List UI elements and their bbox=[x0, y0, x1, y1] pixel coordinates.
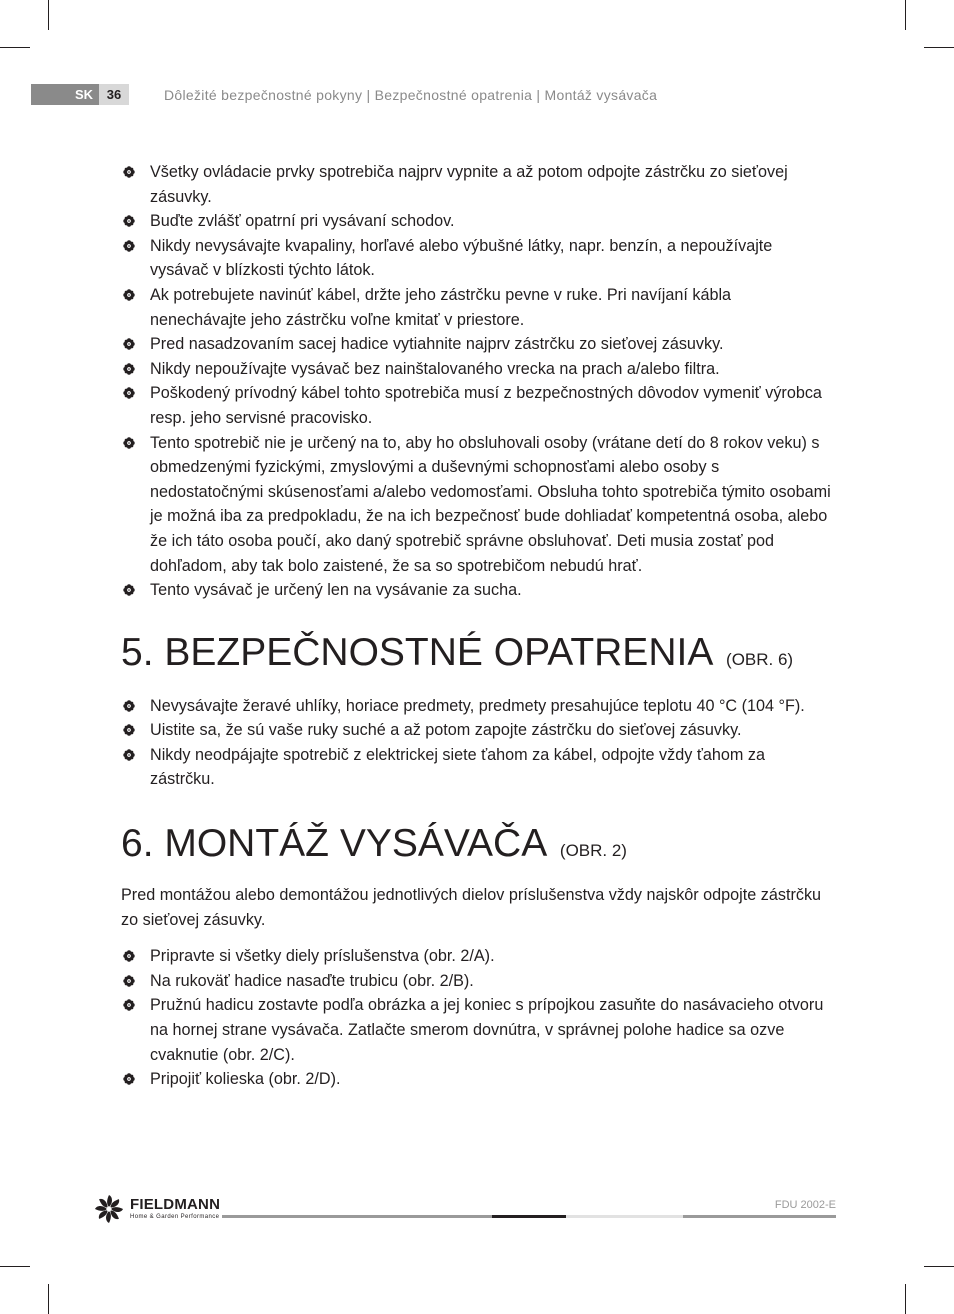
flower-bullet-icon bbox=[123, 999, 135, 1011]
list-item bbox=[121, 694, 831, 719]
flower-bullet-icon bbox=[123, 289, 135, 301]
list-item bbox=[121, 160, 831, 209]
footer-rule bbox=[492, 1215, 566, 1218]
footer-rule bbox=[566, 1215, 683, 1218]
flower-bullet-icon bbox=[123, 363, 135, 375]
list-item bbox=[121, 993, 831, 1067]
crop-mark bbox=[48, 0, 49, 30]
brand-name: FIELDMANN bbox=[130, 1196, 221, 1213]
section-6-intro: Pred montážou alebo demontážou jednotlivých dielov príslušenstva vždy najskôr odpojte zástrčku zo sieťovej zásuvky. bbox=[121, 886, 822, 929]
page-number: 36 bbox=[99, 84, 129, 105]
crop-mark bbox=[48, 1284, 49, 1314]
crop-mark bbox=[0, 1266, 30, 1267]
list-item-text: Nikdy nepoužívajte vysávač bez nainštalovaného vrecka na prach a/alebo filtra. bbox=[150, 359, 720, 378]
list-item-text: Tento vysávač je určený len na vysávanie za sucha. bbox=[150, 581, 522, 600]
list-item bbox=[121, 578, 831, 603]
list-item-text: Pred nasadzovaním sacej hadice vytiahnite najprv zástrčku zo sieťovej zásuvky. bbox=[150, 335, 724, 354]
flower-bullet-icon bbox=[123, 240, 135, 252]
list-item-text: Pripojiť kolieska (obr. 2/D). bbox=[150, 1070, 341, 1089]
section-5-title: 5. BEZPEČNOSTNÉ OPATRENIA bbox=[121, 630, 712, 674]
list-item bbox=[121, 234, 831, 283]
list-item bbox=[121, 1067, 831, 1092]
flower-bullet-icon bbox=[123, 724, 135, 736]
flower-bullet-icon bbox=[123, 975, 135, 987]
language-badge: SK bbox=[31, 84, 99, 105]
fieldmann-fan-logo-icon bbox=[94, 1194, 124, 1224]
running-title: Dôležité bezpečnostné pokyny | Bezpečnostné opatrenia | Montáž vysávača bbox=[164, 86, 658, 103]
crop-mark bbox=[924, 47, 954, 48]
list-item-text: Nikdy neodpájajte spotrebič z elektrickej siete ťahom za kábel, odpojte vždy ťahom za zástrčku. bbox=[150, 745, 765, 789]
list-item bbox=[121, 944, 831, 969]
list-item-text: Nikdy nevysávajte kvapaliny, horľavé alebo výbušné látky, napr. benzín, a nepoužívajte vysávač v blízkosti týchto látok. bbox=[150, 236, 773, 280]
list-item-text: Buďte zvlášť opatrní pri vysávaní schodov. bbox=[150, 212, 455, 231]
crop-mark bbox=[905, 1284, 906, 1314]
model-number: FDU 2002-E bbox=[774, 1199, 836, 1211]
section-5-heading bbox=[121, 631, 831, 682]
section-6-title: 6. MONTÁŽ VYSÁVAČA bbox=[121, 822, 546, 866]
section-6-list bbox=[121, 944, 831, 1092]
list-item-text: Poškodený prívodný kábel tohto spotrebiča musí z bezpečnostných dôvodov vymeniť výrobca resp. jeho servisné pracovisko. bbox=[150, 384, 822, 427]
footer-rule bbox=[683, 1215, 836, 1218]
list-item bbox=[121, 332, 831, 357]
crop-mark bbox=[0, 47, 30, 48]
safety-list bbox=[121, 160, 831, 603]
crop-mark bbox=[924, 1266, 954, 1267]
list-item bbox=[121, 431, 831, 579]
flower-bullet-icon bbox=[123, 387, 135, 399]
list-item bbox=[121, 209, 831, 234]
flower-bullet-icon bbox=[123, 338, 135, 350]
list-item bbox=[121, 718, 831, 743]
list-item-text: Pružnú hadicu zostavte podľa obrázka a jej koniec s prípojkou zasuňte do nasávacieho otvoru na hornej strane vysávača. Zatlačte smerom dovnútra, v správnej polohe hadice sa ozve cvaknutie (obr. 2/C). bbox=[150, 996, 824, 1064]
flower-bullet-icon bbox=[123, 437, 135, 449]
list-item-text: Pripravte si všetky diely príslušenstva (obr. 2/A). bbox=[150, 947, 495, 966]
section-5-figure-ref: (OBR. 6) bbox=[726, 649, 794, 669]
section-6-figure-ref: (OBR. 2) bbox=[559, 841, 627, 861]
list-item-text: Ak potrebujete navinúť kábel, držte jeho zástrčku pevne v ruke. Pri navíjaní kábla nenechávajte jeho zástrčku voľne kmitať v priestore. bbox=[150, 285, 732, 329]
list-item-text: Tento spotrebič nie je určený na to, aby ho obsluhovali osoby (vrátane detí do 8 rokov veku) s obmedzenými fyzickými, zmyslovými a duševnými schopnosťami alebo osoby s nedostatočnými skúsenosťami a/alebo vedomosťami. Obsluha tohto spotrebiča týmito osobami je možná iba za predpokladu, že na ich bezpečnosť bude dohliadať kompetentná osoba, alebo že ich táto osoba poučí, ako daný spotrebič správne obsluhovať. Deti musia zostať pod dohľadom, aby tak bolo zaistené, že sa so spotrebičom nebudú hrať. bbox=[150, 433, 831, 575]
list-item bbox=[121, 357, 831, 382]
flower-bullet-icon bbox=[123, 700, 135, 712]
list-item-text: Na rukoväť hadice nasaďte trubicu (obr. 2/B). bbox=[150, 971, 474, 990]
flower-bullet-icon bbox=[123, 749, 135, 761]
page-header bbox=[31, 84, 657, 105]
list-item-text: Všetky ovládacie prvky spotrebiča najprv vypnite a až potom odpojte zástrčku zo sieťovej zásuvky. bbox=[150, 163, 788, 206]
flower-bullet-icon bbox=[123, 950, 135, 962]
footer-rule bbox=[222, 1215, 492, 1218]
footer-logo bbox=[94, 1194, 220, 1224]
section-6-heading bbox=[121, 822, 831, 873]
crop-mark bbox=[905, 0, 906, 30]
list-item bbox=[121, 381, 831, 430]
list-item-text: Nevysávajte žeravé uhlíky, horiace predmety, predmety presahujúce teplotu 40 °C (104 °F). bbox=[150, 696, 805, 715]
flower-bullet-icon bbox=[123, 1073, 135, 1085]
list-item bbox=[121, 743, 831, 792]
list-item-text: Uistite sa, že sú vaše ruky suché a až potom zapojte zástrčku do sieťovej zásuvky. bbox=[150, 721, 742, 740]
flower-bullet-icon bbox=[123, 584, 135, 596]
section-5-list bbox=[121, 694, 831, 792]
flower-bullet-icon bbox=[123, 166, 135, 178]
brand-tagline: Home & Garden Performance bbox=[130, 1214, 220, 1220]
list-item bbox=[121, 283, 831, 332]
flower-bullet-icon bbox=[123, 215, 135, 227]
main-content bbox=[121, 160, 831, 1092]
list-item bbox=[121, 969, 831, 994]
